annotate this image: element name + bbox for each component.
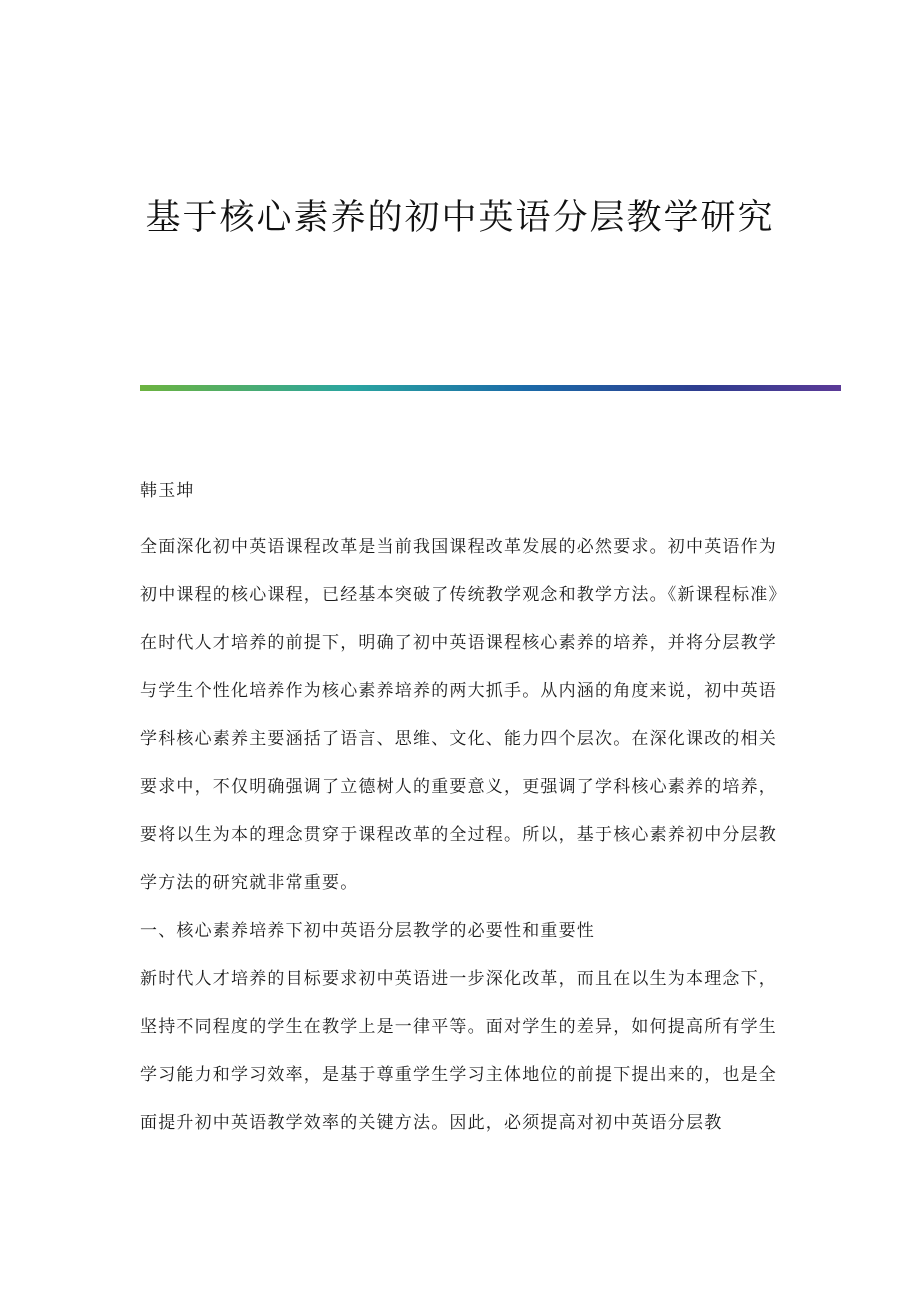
- section-heading: 一、核心素养培养下初中英语分层教学的必要性和重要性: [140, 921, 595, 941]
- intro-paragraph: 全面深化初中英语课程改革是当前我国课程改革发展的必然要求。初中英语作为初中课程的核心课程，已经基本突破了传统教学观念和教学方法。《新课程标准》在时代人才培养的前提下，明确了初中英语课程核心素养的培养，并将分层教学与学生个性化培养作为核心素养培养的两大抓手。从内涵的角度来说，初中英语学科核心素养主要涵括了语言、思维、文化、能力四个层次。在深化课改的相关要求中，不仅明确强调了立德树人的重要意义，更强调了学科核心素养的培养，要将以生为本的理念贯穿于课程改革的全过程。所以，基于核心素养初中分层教学方法的研究就非常重要。: [140, 537, 779, 893]
- document-title: 基于核心素养的初中英语分层教学研究: [145, 198, 775, 238]
- document-body: [140, 467, 780, 1147]
- title-divider: [140, 385, 841, 391]
- section-paragraph: 新时代人才培养的目标要求初中英语进一步深化改革，而且在以生为本理念下，坚持不同程度的学生在教学上是一律平等。面对学生的差异，如何提高所有学生学习能力和学习效率，是基于尊重学生学习主体地位的前提下提出来的，也是全面提升初中英语教学效率的关键方法。因此，必须提高对初中英语分层教: [140, 969, 777, 1133]
- author-name: 韩玉坤: [140, 481, 195, 501]
